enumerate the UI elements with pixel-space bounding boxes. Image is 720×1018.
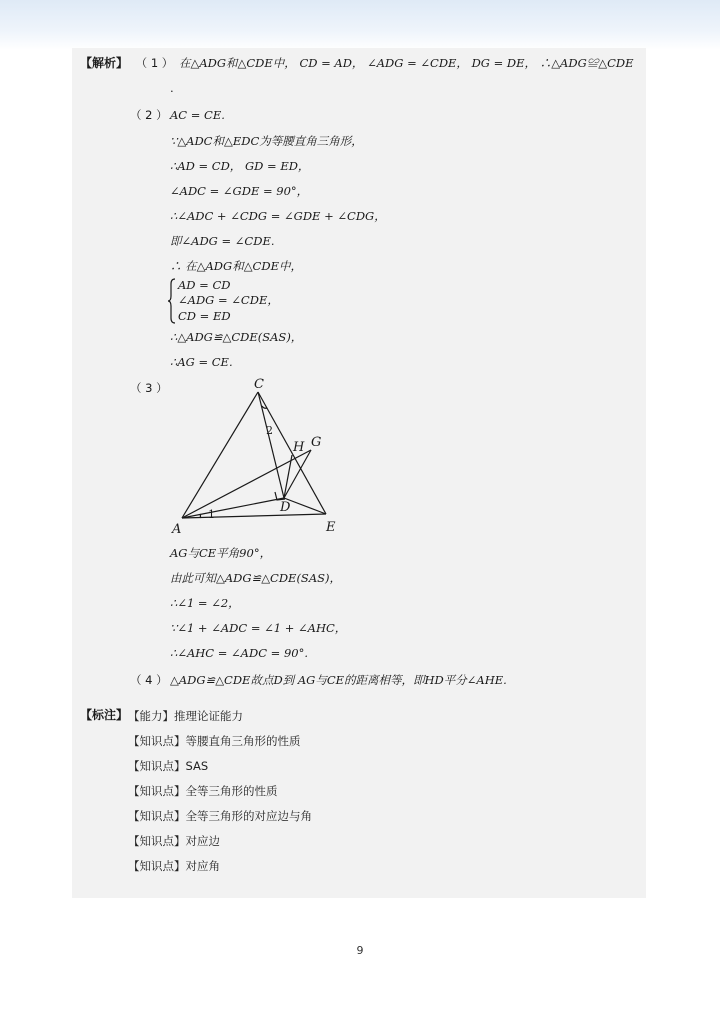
note-knowledge-5: 【知识点】对应边 [128,834,220,848]
part-2-line-12: ∴AG = CE. [170,355,233,369]
part-2-line-2: ∵△ADC和△EDC为等腰直角三角形， [170,134,363,148]
part-1-text: 在△ADG和△CDE中， CD = AD， ∠ADG = ∠CDE， DG = DE， ∴△ADG≌△CDE [178,56,634,70]
note-knowledge-1: 【知识点】等腰直角三角形的性质 [128,734,301,748]
part-2-line-3: ∴AD = CD， GD = ED， [170,159,310,173]
notes-tag: 【标注】 [80,708,129,722]
analysis-tag: 【解析】 [80,56,129,70]
part-2-number: （ 2 ） [130,108,168,122]
part-3-line-5: ∴∠AHC = ∠ADC = 90°. [170,646,308,660]
part-3-line-1: AG与CE平角90°， [170,546,272,560]
label-h: H [293,440,305,455]
note-knowledge-6: 【知识点】对应角 [128,859,220,873]
header-band [0,0,720,50]
label-g: G [311,435,322,450]
segment-ce [258,392,326,514]
part-2-line-11: ∴△ADG≌△CDE(SAS)， [170,330,303,344]
note-knowledge-4: 【知识点】全等三角形的对应边与角 [128,809,312,823]
part-2-line-4: ∠ADC = ∠GDE = 90°， [170,184,309,198]
geometry-figure [160,372,360,542]
segment-cd [258,392,284,498]
part-1-continuation: . [170,81,174,95]
part-3-line-3: ∴∠1 = ∠2， [170,596,240,610]
segment-ac [182,392,258,518]
part-2-line-5: ∴∠ADC + ∠CDG = ∠GDE + ∠CDG， [170,209,386,223]
label-e: E [326,520,336,535]
part-3-number: （ 3 ） [130,381,168,395]
label-c: C [254,377,264,392]
label-a: A [172,522,182,537]
part-4-number: （ 4 ） [130,673,168,687]
part-2-line-6: 即∠ADG = ∠CDE. [170,234,275,248]
part-3-line-4: ∵∠1 + ∠ADC = ∠1 + ∠AHC， [170,621,347,635]
system-line-1: AD = CD [178,278,231,292]
label-1: 1 [208,508,215,521]
angle-1-arc [200,514,201,518]
segment-ae [182,514,326,518]
part-4-text: △ADG≌△CDE故点D到 AG与CE的距离相等，即HD平分∠AHE. [170,673,507,687]
analysis-block [80,55,634,71]
note-knowledge-3: 【知识点】全等三角形的性质 [128,784,278,798]
part-3-line-2: 由此可知△ADG≌△CDE(SAS)， [170,571,341,585]
note-ability: 【能力】推理论证能力 [128,709,243,723]
page-number: 9 [356,944,364,957]
part-2-line-1: AC = CE. [170,108,225,122]
part-2-line-7: ∴ 在△ADG和△CDE中， [170,259,302,273]
system-brace [168,278,176,324]
label-d: D [280,500,291,515]
part-1-number: （ 1 ） [135,56,174,70]
system-line-2: ∠ADG = ∠CDE， [178,293,279,307]
label-2: 2 [266,424,273,437]
note-knowledge-2: 【知识点】SAS [128,759,209,773]
system-line-3: CD = ED [178,309,231,323]
